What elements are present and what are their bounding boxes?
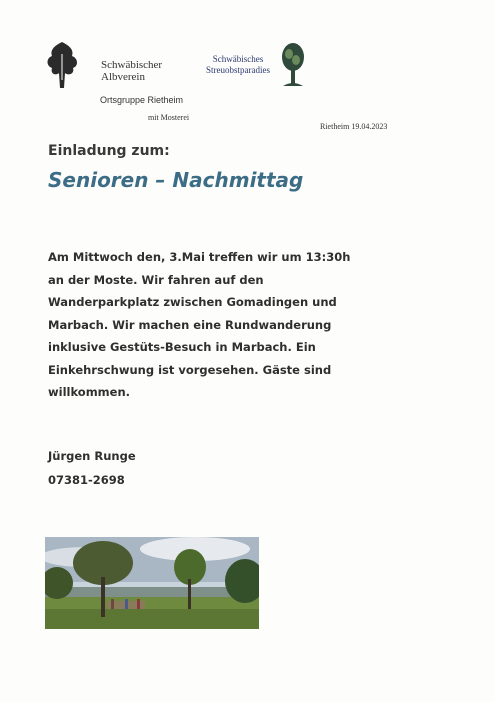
albverein-tree-logo-icon bbox=[44, 40, 80, 90]
org-subtitle: Ortsgruppe Rietheim bbox=[100, 95, 184, 105]
partner-name: Schwäbisches Streuobstparadies bbox=[206, 54, 270, 75]
event-title: Senioren – Nachmittag bbox=[48, 168, 304, 192]
invitation-body: Am Mittwoch den, 3.Mai treffen wir um 13:30h an der Moste. Wir fahren auf den Wanderparkplatz zwischen Gomadingen und Marbach. Wir machen eine Rundwanderung inklusive Gestüts-Besuch in Marbach. Ein Einkehrschwung ist vorgesehen. Gäste sind willkommen. bbox=[48, 250, 351, 399]
contact-phone: 07381-2698 bbox=[48, 473, 125, 487]
org-name: Schwäbischer Albverein bbox=[101, 59, 163, 83]
date: Rietheim 19.04.2023 bbox=[320, 122, 388, 131]
landscape-photo bbox=[45, 537, 259, 629]
invitation-heading: Einladung zum: bbox=[48, 143, 170, 159]
contact-name: Jürgen Runge bbox=[48, 449, 136, 463]
streuobst-tree-logo-icon bbox=[279, 40, 307, 90]
org-subtitle-mosterei: mit Mosterei bbox=[148, 113, 190, 122]
